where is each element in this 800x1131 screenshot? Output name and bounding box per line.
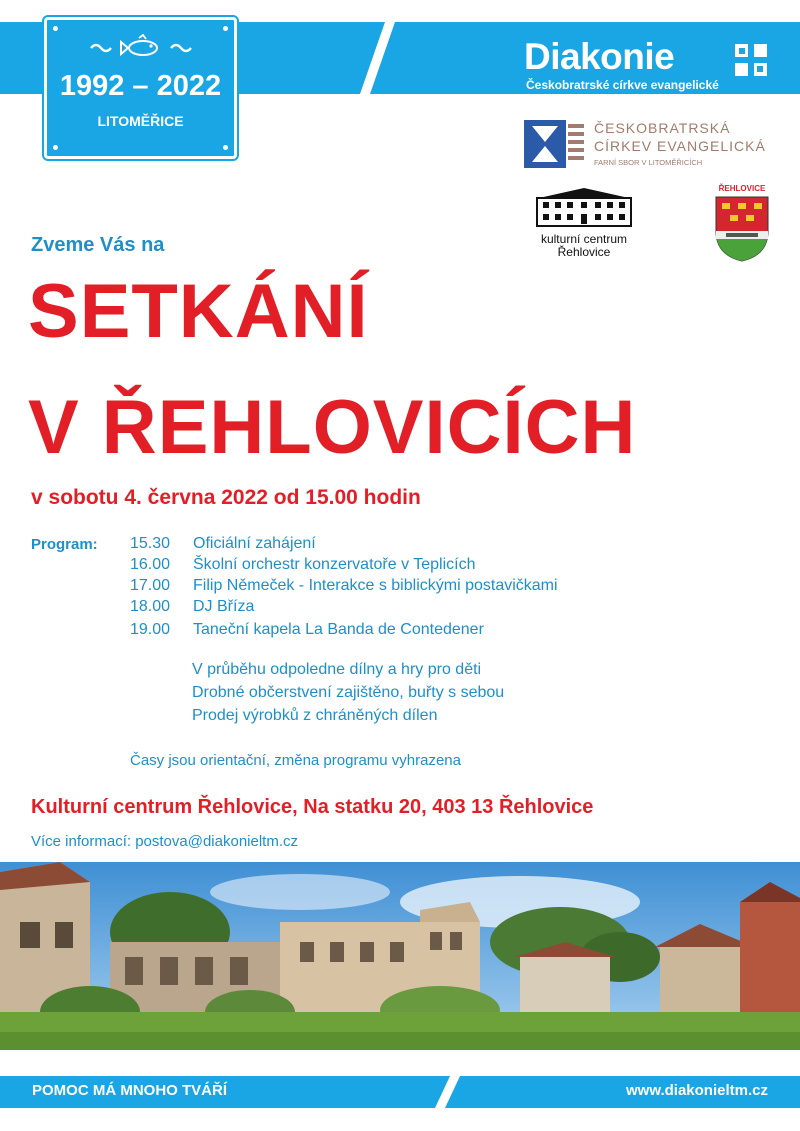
program-extra: Drobné občerstvení zajištěno, buřty s sebou [192, 684, 505, 701]
kc-line2: Řehlovice [557, 245, 611, 259]
building-icon [529, 186, 639, 228]
program-extra: V průběhu odpoledne dílny a hry pro děti [192, 661, 482, 678]
program-item [130, 621, 484, 639]
footer-slogan: POMOC MÁ MNOHO TVÁŘÍ [32, 1082, 227, 1099]
fish-icon [47, 34, 234, 66]
program-time: 16.00 [130, 556, 171, 573]
diakonie-cross-icon [735, 44, 767, 76]
kc-logo [524, 186, 644, 259]
anniversary-stamp [44, 17, 237, 159]
headline-line1: SETKÁNÍ [28, 269, 369, 354]
program-time: 19.00 [130, 621, 171, 638]
crest-label: ŘEHLOVICE [718, 184, 766, 193]
diakonie-title: Diakonie [524, 36, 675, 77]
program-text: DJ Bříza [193, 598, 255, 615]
headline-line2: V ŘEHLOVICÍCH [28, 385, 637, 470]
program-time: 17.00 [130, 577, 171, 594]
program-text: Školní orchestr konzervatoře v Teplicích [193, 556, 476, 573]
venue-address: Kulturní centrum Řehlovice, Na statku 20, 403 13 Řehlovice [31, 796, 594, 818]
stamp-city: LITOMĚŘICE [97, 113, 184, 129]
event-date: v sobotu 4. června 2022 od 15.00 hodin [31, 486, 421, 509]
cce-line3: FARNÍ SBOR V LITOMĚŘICÍCH [594, 158, 703, 167]
cce-line2: CÍRKEV EVANGELICKÁ [594, 138, 766, 154]
contact-info: Více informací: postova@diakonieltm.cz [31, 833, 299, 850]
program-time: 15.30 [130, 535, 171, 552]
program-item [130, 535, 316, 553]
program-item [130, 577, 558, 595]
program-time: 18.00 [130, 598, 171, 615]
program-item [130, 556, 476, 574]
coat-of-arms-icon [712, 193, 772, 263]
program-text: Oficiální zahájení [193, 535, 316, 552]
invite-text: Zveme Vás na [31, 234, 165, 256]
anniversary-years: 1992 – 2022 [59, 70, 222, 102]
footer-url[interactable]: www.diakonieltm.cz [626, 1082, 768, 1099]
hourglass-chalice-icon [524, 120, 586, 168]
program-text: Taneční kapela La Banda de Contedener [193, 621, 484, 638]
crest [712, 184, 772, 268]
program-label: Program: [31, 536, 98, 553]
program-extra: Prodej výrobků z chráněných dílen [192, 707, 438, 724]
cce-line1: ČESKOBRATRSKÁ [594, 120, 731, 136]
kc-line1: kulturní centrum [540, 232, 628, 246]
program-item [130, 598, 254, 616]
program-note: Časy jsou orientační, změna programu vyhrazena [130, 752, 461, 769]
diakonie-subtitle: Českobratrské církve evangelické [526, 78, 719, 92]
venue-photo [0, 862, 800, 1050]
program-text: Filip Němeček - Interakce s biblickými postavičkami [193, 577, 558, 594]
